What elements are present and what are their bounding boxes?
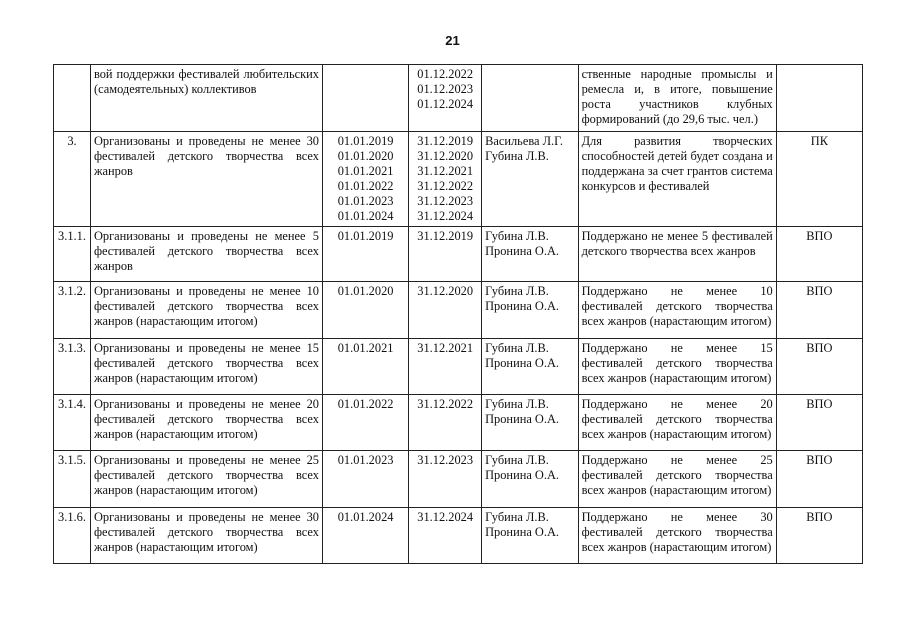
event-type: ВПО (806, 229, 833, 243)
row-number-cell (54, 132, 91, 227)
end-date: 01.12.2022 (417, 67, 474, 81)
table-row (54, 395, 863, 451)
event-name: Организованы и проведены не менее 15 фестивалей детского творчества всех жанров (нарастающим итогом) (93, 341, 319, 385)
event-name: Организованы и проведены не менее 25 фестивалей детского творчества всех жанров (нарастающим итогом) (93, 453, 319, 497)
result-cell (578, 451, 776, 508)
start-date-cell (322, 339, 408, 395)
end-date: 31.12.2024 (417, 209, 474, 223)
responsible-cell (482, 508, 579, 564)
responsible-person: Пронина О.А. (485, 525, 560, 539)
end-date: 01.12.2024 (417, 97, 474, 111)
start-date-cell (322, 508, 408, 564)
row-number-cell (54, 508, 91, 564)
event-name-cell (90, 339, 322, 395)
responsible-cell (482, 451, 579, 508)
table-row (54, 282, 863, 339)
expected-result: ственные народные промыслы и ремесла и, в итоге, повышение роста участников клубных формирований (до 29,6 тыс. чел.) (581, 67, 773, 126)
end-date: 31.12.2021 (417, 341, 474, 355)
start-date: 01.01.2019 (337, 134, 394, 148)
start-date-cell (322, 65, 408, 132)
plan-table-body (54, 65, 863, 564)
end-date-cell (409, 227, 482, 282)
end-date: 31.12.2021 (417, 164, 474, 178)
result-cell (578, 395, 776, 451)
event-type: ВПО (806, 341, 833, 355)
event-name: Организованы и проведены не менее 30 фестивалей детского творчества всех жанров (93, 134, 319, 178)
row-number-cell (54, 227, 91, 282)
responsible-person: Губина Л.В. (485, 229, 549, 243)
start-date: 01.01.2021 (337, 341, 394, 355)
table-row (54, 339, 863, 395)
end-date-cell (409, 282, 482, 339)
type-cell (776, 395, 862, 451)
end-date: 31.12.2024 (417, 510, 474, 524)
responsible-cell (482, 227, 579, 282)
result-cell (578, 65, 776, 132)
end-date: 31.12.2022 (417, 179, 474, 193)
start-date-cell (322, 282, 408, 339)
type-cell (776, 339, 862, 395)
event-type: ВПО (806, 284, 833, 298)
result-cell (578, 508, 776, 564)
start-date: 01.01.2020 (337, 149, 394, 163)
responsible-person: Губина Л.В. (485, 510, 549, 524)
table-row (54, 227, 863, 282)
row-number: 3.1.5. (58, 453, 86, 467)
result-cell (578, 282, 776, 339)
responsible-person: Губина Л.В. (485, 397, 549, 411)
row-number: 3.1.4. (58, 397, 86, 411)
start-date-cell (322, 227, 408, 282)
expected-result: Поддержано не менее 15 фестивалей детского творчества всех жанров (нарастающим итогом) (581, 341, 773, 385)
event-name-cell (90, 508, 322, 564)
responsible-person: Губина Л.В. (485, 149, 549, 163)
start-date: 01.01.2024 (337, 510, 394, 524)
responsible-person: Пронина О.А. (485, 412, 560, 426)
start-date: 01.01.2022 (337, 179, 394, 193)
result-cell (578, 339, 776, 395)
row-number: 3.1.1. (58, 229, 86, 243)
row-number-cell (54, 65, 91, 132)
end-date: 01.12.2023 (417, 82, 474, 96)
table-row (54, 65, 863, 132)
responsible-cell (482, 282, 579, 339)
responsible-person: Пронина О.А. (485, 244, 560, 258)
end-date: 31.12.2022 (417, 397, 474, 411)
end-date-cell (409, 451, 482, 508)
event-name-cell (90, 395, 322, 451)
expected-result: Поддержано не менее 10 фестивалей детского творчества всех жанров (нарастающим итогом) (581, 284, 773, 328)
event-name: вой поддержки фестивалей любительских (самодеятельных) коллективов (93, 67, 319, 96)
start-date: 01.01.2023 (337, 453, 394, 467)
start-date: 01.01.2023 (337, 194, 394, 208)
row-number: 3.1.2. (58, 284, 86, 298)
type-cell (776, 282, 862, 339)
event-type: ПК (810, 134, 828, 148)
page-number: 21 (445, 33, 460, 48)
expected-result: Для развития творческих способностей детей будет создана и поддержана за счет грантов система конкурсов и фестивалей (581, 134, 773, 193)
responsible-person: Губина Л.В. (485, 284, 549, 298)
end-date: 31.12.2023 (417, 453, 474, 467)
event-name-cell (90, 65, 322, 132)
event-name-cell (90, 451, 322, 508)
event-name-cell (90, 227, 322, 282)
row-number-cell (54, 451, 91, 508)
end-date: 31.12.2020 (417, 284, 474, 298)
type-cell (776, 508, 862, 564)
row-number-cell (54, 395, 91, 451)
start-date: 01.01.2021 (337, 164, 394, 178)
end-date: 31.12.2019 (417, 229, 474, 243)
responsible-cell (482, 132, 579, 227)
type-cell (776, 451, 862, 508)
end-date-cell (409, 65, 482, 132)
responsible-cell (482, 395, 579, 451)
result-cell (578, 227, 776, 282)
row-number-cell (54, 282, 91, 339)
event-name: Организованы и проведены не менее 10 фестивалей детского творчества всех жанров (нарастающим итогом) (93, 284, 319, 328)
responsible-person: Губина Л.В. (485, 341, 549, 355)
event-type: ВПО (806, 397, 833, 411)
expected-result: Поддержано не менее 25 фестивалей детского творчества всех жанров (нарастающим итогом) (581, 453, 773, 497)
plan-table (53, 64, 863, 564)
start-date-cell (322, 451, 408, 508)
responsible-person: Васильева Л.Г. (485, 134, 563, 148)
table-row (54, 132, 863, 227)
event-type: ВПО (806, 453, 833, 467)
start-date: 01.01.2020 (337, 284, 394, 298)
event-name-cell (90, 282, 322, 339)
end-date: 31.12.2023 (417, 194, 474, 208)
end-date-cell (409, 132, 482, 227)
event-name: Организованы и проведены не менее 5 фестивалей детского творчества всех жанров (93, 229, 319, 273)
start-date: 01.01.2024 (337, 209, 394, 223)
start-date-cell (322, 132, 408, 227)
expected-result: Поддержано не менее 5 фестивалей детского творчества всех жанров (581, 229, 773, 258)
type-cell (776, 132, 862, 227)
result-cell (578, 132, 776, 227)
responsible-person: Пронина О.А. (485, 468, 560, 482)
type-cell (776, 65, 862, 132)
table-row (54, 508, 863, 564)
responsible-cell (482, 339, 579, 395)
start-date-cell (322, 395, 408, 451)
end-date-cell (409, 395, 482, 451)
event-name: Организованы и проведены не менее 20 фестивалей детского творчества всех жанров (нарастающим итогом) (93, 397, 319, 441)
event-type: ВПО (806, 510, 833, 524)
start-date: 01.01.2022 (337, 397, 394, 411)
end-date-cell (409, 508, 482, 564)
end-date: 31.12.2019 (417, 134, 474, 148)
row-number: 3.1.3. (58, 341, 86, 355)
start-date: 01.01.2019 (337, 229, 394, 243)
row-number-cell (54, 339, 91, 395)
responsible-person: Пронина О.А. (485, 356, 560, 370)
expected-result: Поддержано не менее 30 фестивалей детского творчества всех жанров (нарастающим итогом) (581, 510, 773, 554)
expected-result: Поддержано не менее 20 фестивалей детского творчества всех жанров (нарастающим итогом) (581, 397, 773, 441)
event-name-cell (90, 132, 322, 227)
row-number: 3. (67, 134, 77, 148)
end-date-cell (409, 339, 482, 395)
event-name: Организованы и проведены не менее 30 фестивалей детского творчества всех жанров (нарастающим итогом) (93, 510, 319, 554)
responsible-person: Пронина О.А. (485, 299, 560, 313)
table-row (54, 451, 863, 508)
type-cell (776, 227, 862, 282)
responsible-person: Губина Л.В. (485, 453, 549, 467)
row-number: 3.1.6. (58, 510, 86, 524)
responsible-cell (482, 65, 579, 132)
end-date: 31.12.2020 (417, 149, 474, 163)
